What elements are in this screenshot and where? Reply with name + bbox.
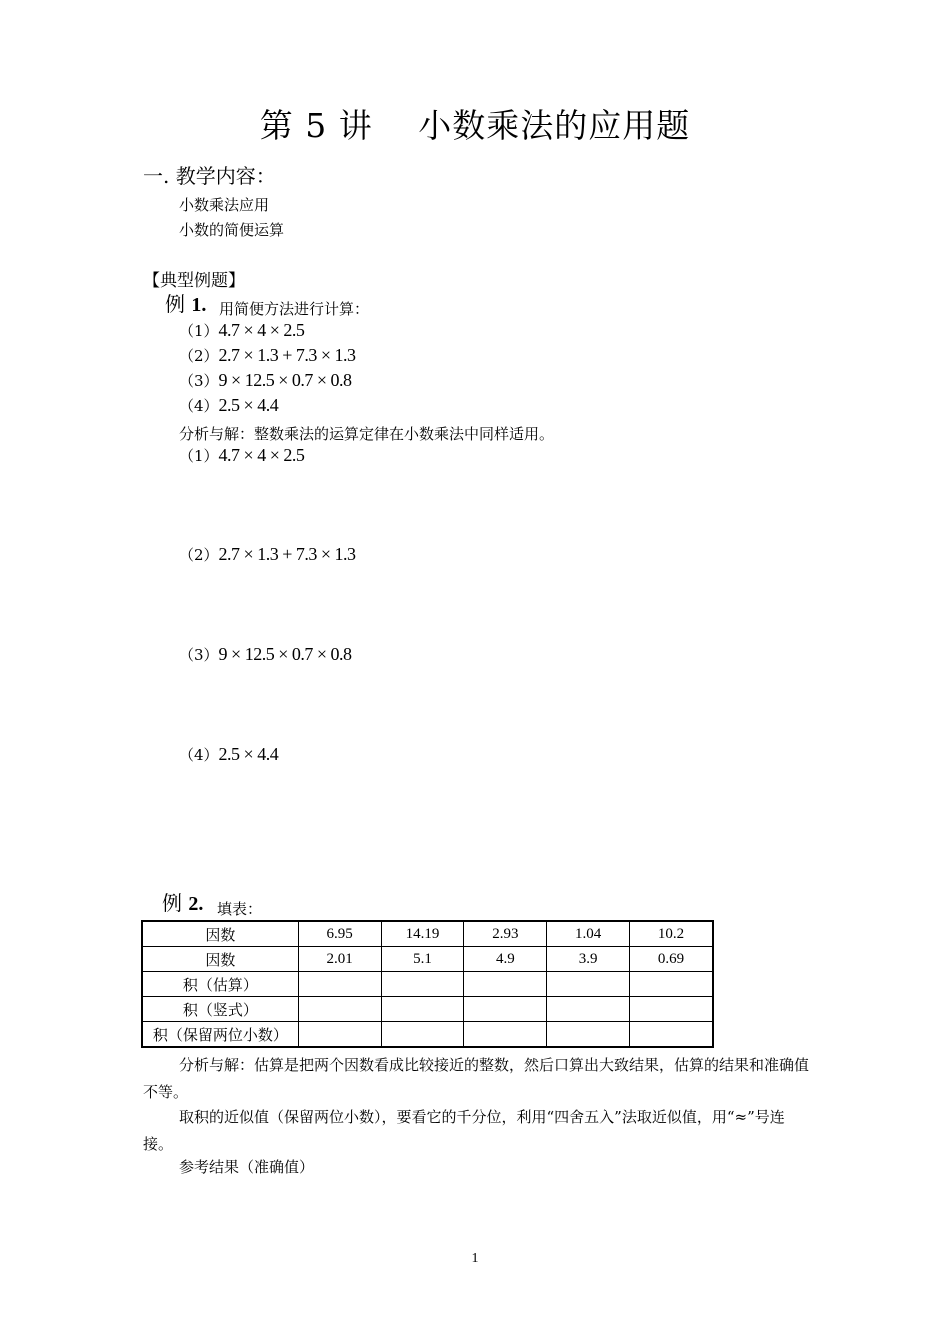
table-cell: 4.9	[464, 947, 547, 972]
typical-examples-heading: 【典型例题】	[143, 271, 245, 291]
table-cell	[298, 1022, 381, 1048]
solution-row: （2）2.7 × 1.3 + 7.3 × 1.3	[179, 544, 356, 564]
table-cell	[630, 972, 713, 997]
table-cell	[464, 1022, 547, 1048]
problem-row: （4）2.5 × 4.4	[179, 395, 279, 415]
example-2-analysis-2: 取积的近似值（保留两位小数），要看它的千分位，利用“四舍五入”法取近似值，用“≈”号连接。	[143, 1108, 785, 1153]
problem-row: （3）9 × 12.5 × 0.7 × 0.8	[179, 370, 352, 390]
row-label: 积（估算）	[142, 972, 298, 997]
content-item: 小数的简便运算	[179, 221, 285, 239]
table-cell: 6.95	[298, 921, 381, 947]
example-1-label: 例 1.	[165, 292, 207, 316]
table-cell: 14.19	[381, 921, 464, 947]
table-cell: 3.9	[547, 947, 630, 972]
table-cell: 5.1	[381, 947, 464, 972]
problem-expression: 9 × 12.5 × 0.7 × 0.8	[218, 370, 352, 390]
row-label: 因数	[142, 921, 298, 947]
problem-row: （1）4.7 × 4 × 2.5	[179, 320, 305, 340]
table-cell	[547, 972, 630, 997]
section-heading-teaching-content: 一. 教学内容：	[143, 164, 276, 188]
problem-expression: 4.7 × 4 × 2.5	[218, 320, 305, 340]
problem-row: （2）2.7 × 1.3 + 7.3 × 1.3	[179, 345, 356, 365]
table-cell	[464, 972, 547, 997]
table-cell	[381, 1022, 464, 1048]
example-1-prompt: 用简便方法进行计算：	[219, 300, 370, 318]
row-label: 因数	[142, 947, 298, 972]
table-row	[142, 947, 713, 972]
content-item: 小数乘法应用	[179, 196, 270, 214]
table-cell	[630, 1022, 713, 1048]
table-row	[142, 972, 713, 997]
example-2-prompt: 填表：	[217, 900, 263, 918]
row-label: 积（保留两位小数）	[142, 1022, 298, 1048]
row-label: 积（竖式）	[142, 997, 298, 1022]
table-row	[142, 997, 713, 1022]
problem-expression: 2.5 × 4.4	[218, 395, 279, 415]
example-2-label: 例 2.	[162, 891, 204, 915]
table-cell	[630, 997, 713, 1022]
table-cell: 2.01	[298, 947, 381, 972]
example-2-analysis-3: 参考结果（准确值）	[179, 1158, 315, 1176]
solution-row: （1）4.7 × 4 × 2.5	[179, 445, 305, 465]
table-cell	[298, 997, 381, 1022]
table-cell: 1.04	[547, 921, 630, 947]
table-cell	[381, 997, 464, 1022]
table-row	[142, 1022, 713, 1048]
problem-expression: 2.7 × 1.3 + 7.3 × 1.3	[218, 345, 356, 365]
table-row	[142, 921, 713, 947]
fill-in-table	[141, 920, 714, 1048]
table-cell: 2.93	[464, 921, 547, 947]
table-cell	[298, 972, 381, 997]
example-2-analysis-1: 分析与解：估算是把两个因数看成比较接近的整数，然后口算出大致结果，估算的结果和准确值不等。	[143, 1056, 810, 1101]
table-cell	[547, 1022, 630, 1048]
example-1-analysis: 分析与解：整数乘法的运算定律在小数乘法中同样适用。	[179, 425, 555, 443]
table-cell: 10.2	[630, 921, 713, 947]
table-cell	[381, 972, 464, 997]
solution-row: （3）9 × 12.5 × 0.7 × 0.8	[179, 644, 352, 664]
solution-row: （4）2.5 × 4.4	[179, 744, 279, 764]
page-number: 1	[471, 1251, 479, 1266]
table-cell: 0.69	[630, 947, 713, 972]
table-cell	[547, 997, 630, 1022]
table-cell	[464, 997, 547, 1022]
page-title: 第 5 讲 小数乘法的应用题	[259, 106, 691, 145]
